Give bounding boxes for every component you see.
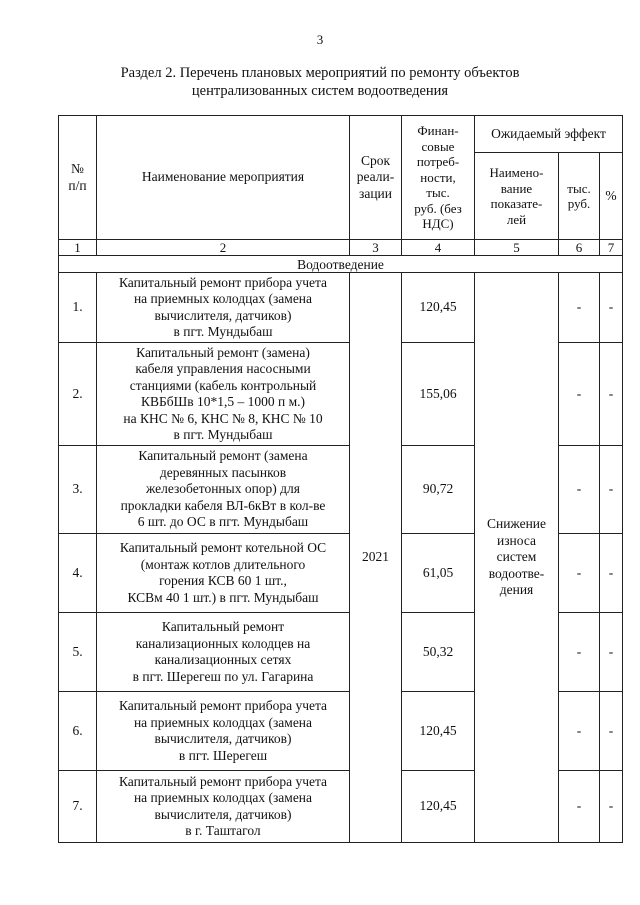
column-number: 2	[97, 240, 350, 256]
measure-name-line: Капитальный ремонт (замена	[138, 448, 308, 464]
measure-name-line: в пгт. Шерегеш	[178, 747, 268, 763]
measure-name-line: на приемных колодцах (замена	[133, 790, 313, 805]
measure-name-line: Капитальный ремонт (замена)	[136, 344, 310, 360]
measure-name-line: Капитальный ремонт прибора учета	[118, 698, 328, 713]
measure-name	[97, 692, 350, 771]
column-number-row	[59, 240, 623, 256]
header-effect: Ожидаемый эффект	[475, 116, 623, 153]
effect-indicator	[475, 273, 559, 843]
measure-name	[97, 771, 350, 843]
finance-value: 120,45	[402, 273, 475, 343]
measures-table	[58, 115, 623, 843]
effect-percent: -	[600, 446, 623, 534]
measure-name-line: канализационных сетях	[154, 652, 292, 667]
effect-percent: -	[600, 692, 623, 771]
effect-indicator-line: износа	[496, 532, 537, 548]
measure-name-line: КВБбШв 10*1,5 – 1000 п м.)	[140, 394, 305, 409]
effect-percent: -	[600, 613, 623, 692]
measure-name-line: Капитальный ремонт прибора учета	[118, 773, 328, 789]
measure-name-line: КСВм 40 1 шт.) в пгт. Мундыбаш	[127, 589, 319, 605]
measure-name	[97, 343, 350, 446]
measure-name-line: канализационных колодцев на	[135, 635, 311, 651]
effect-thousand-rub: -	[559, 613, 600, 692]
measure-name-line: вычислителя, датчиков)	[154, 307, 292, 323]
title-line-1: Раздел 2. Перечень плановых мероприятий по ремонту объектов	[120, 65, 520, 81]
header-indicator: Наимено- вание показате- лей	[475, 153, 559, 240]
table-row	[59, 273, 623, 343]
measure-name-line: 6 шт. до ОС в пгт. Мундыбаш	[137, 514, 309, 530]
measure-name-line: железобетонных опор) для	[146, 481, 300, 497]
column-number: 3	[350, 240, 402, 256]
measure-name-line: станциями (кабель контрольный	[129, 377, 317, 393]
finance-value: 120,45	[402, 771, 475, 843]
effect-percent: -	[600, 273, 623, 343]
effect-indicator-line: Снижение	[486, 516, 547, 532]
row-number: 1.	[59, 273, 97, 343]
measure-name-line: (монтаж котлов длительного	[140, 556, 306, 572]
effect-indicator-line: дения	[499, 582, 534, 598]
measure-name	[97, 446, 350, 534]
measure-name-line: кабеля управления насосными	[135, 361, 311, 376]
measure-name-line: в пгт. Мундыбаш	[173, 427, 273, 442]
measure-name-line: вычислителя, датчиков)	[154, 806, 292, 822]
row-number: 4.	[59, 534, 97, 613]
effect-thousand-rub: -	[559, 273, 600, 343]
column-number: 5	[475, 240, 559, 256]
effect-indicator-line: водоотве-	[488, 565, 545, 581]
effect-indicator-line: систем	[496, 549, 537, 565]
page-number: 3	[316, 32, 324, 47]
header-percent: %	[600, 153, 623, 240]
effect-thousand-rub: -	[559, 692, 600, 771]
measure-name	[97, 534, 350, 613]
row-number: 6.	[59, 692, 97, 771]
row-number: 7.	[59, 771, 97, 843]
header-period: Срок реали- зации	[350, 116, 402, 240]
finance-value: 50,32	[402, 613, 475, 692]
column-number: 6	[559, 240, 600, 256]
effect-thousand-rub: -	[559, 534, 600, 613]
measure-name-line: деревянных пасынков	[159, 464, 287, 480]
measure-name-line: на КНС № 6, КНС № 8, КНС № 10	[123, 410, 323, 426]
measure-name-line: в г. Таштагол	[185, 823, 261, 838]
document-title	[60, 64, 580, 100]
measure-name-line: на приемных колодцах (замена	[133, 714, 313, 730]
row-number: 5.	[59, 613, 97, 692]
header-thousand-rub: тыс. руб.	[559, 153, 600, 240]
finance-value: 120,45	[402, 692, 475, 771]
measure-name	[97, 613, 350, 692]
finance-value: 90,72	[402, 446, 475, 534]
section-label: Водоотведение	[59, 256, 623, 273]
header-finance: Финан- совые потреб- ности, тыс. руб. (без НДС)	[402, 116, 475, 240]
column-number: 1	[59, 240, 97, 256]
column-number: 7	[600, 240, 623, 256]
effect-thousand-rub: -	[559, 771, 600, 843]
finance-value: 155,06	[402, 343, 475, 446]
effect-percent: -	[600, 771, 623, 843]
measure-name-line: Капитальный ремонт прибора учета	[118, 274, 328, 290]
title-line-2: централизованных систем водоотведения	[191, 83, 449, 99]
measure-name-line: в пгт. Шерегеш по ул. Гагарина	[132, 668, 314, 684]
effect-thousand-rub: -	[559, 343, 600, 446]
measure-name-line: Капитальный ремонт	[161, 619, 285, 634]
header-num: № п/п	[59, 116, 97, 240]
measure-name-line: горения КСВ 60 1 шт.,	[159, 573, 287, 588]
effect-percent: -	[600, 343, 623, 446]
row-number: 3.	[59, 446, 97, 534]
measure-name-line: прокладки кабеля ВЛ-6кВт в кол-ве	[120, 497, 326, 513]
row-number: 2.	[59, 343, 97, 446]
measure-name-line: в пгт. Мундыбаш	[173, 324, 273, 339]
measure-name-line: вычислителя, датчиков)	[154, 731, 292, 746]
measure-name-line: Капитальный ремонт котельной ОС	[119, 540, 327, 555]
effect-percent: -	[600, 534, 623, 613]
effect-thousand-rub: -	[559, 446, 600, 534]
implementation-year: 2021	[350, 273, 402, 843]
column-number: 4	[402, 240, 475, 256]
measure-name	[97, 273, 350, 343]
finance-value: 61,05	[402, 534, 475, 613]
header-name: Наименование мероприятия	[97, 116, 350, 240]
measure-name-line: на приемных колодцах (замена	[133, 291, 313, 306]
